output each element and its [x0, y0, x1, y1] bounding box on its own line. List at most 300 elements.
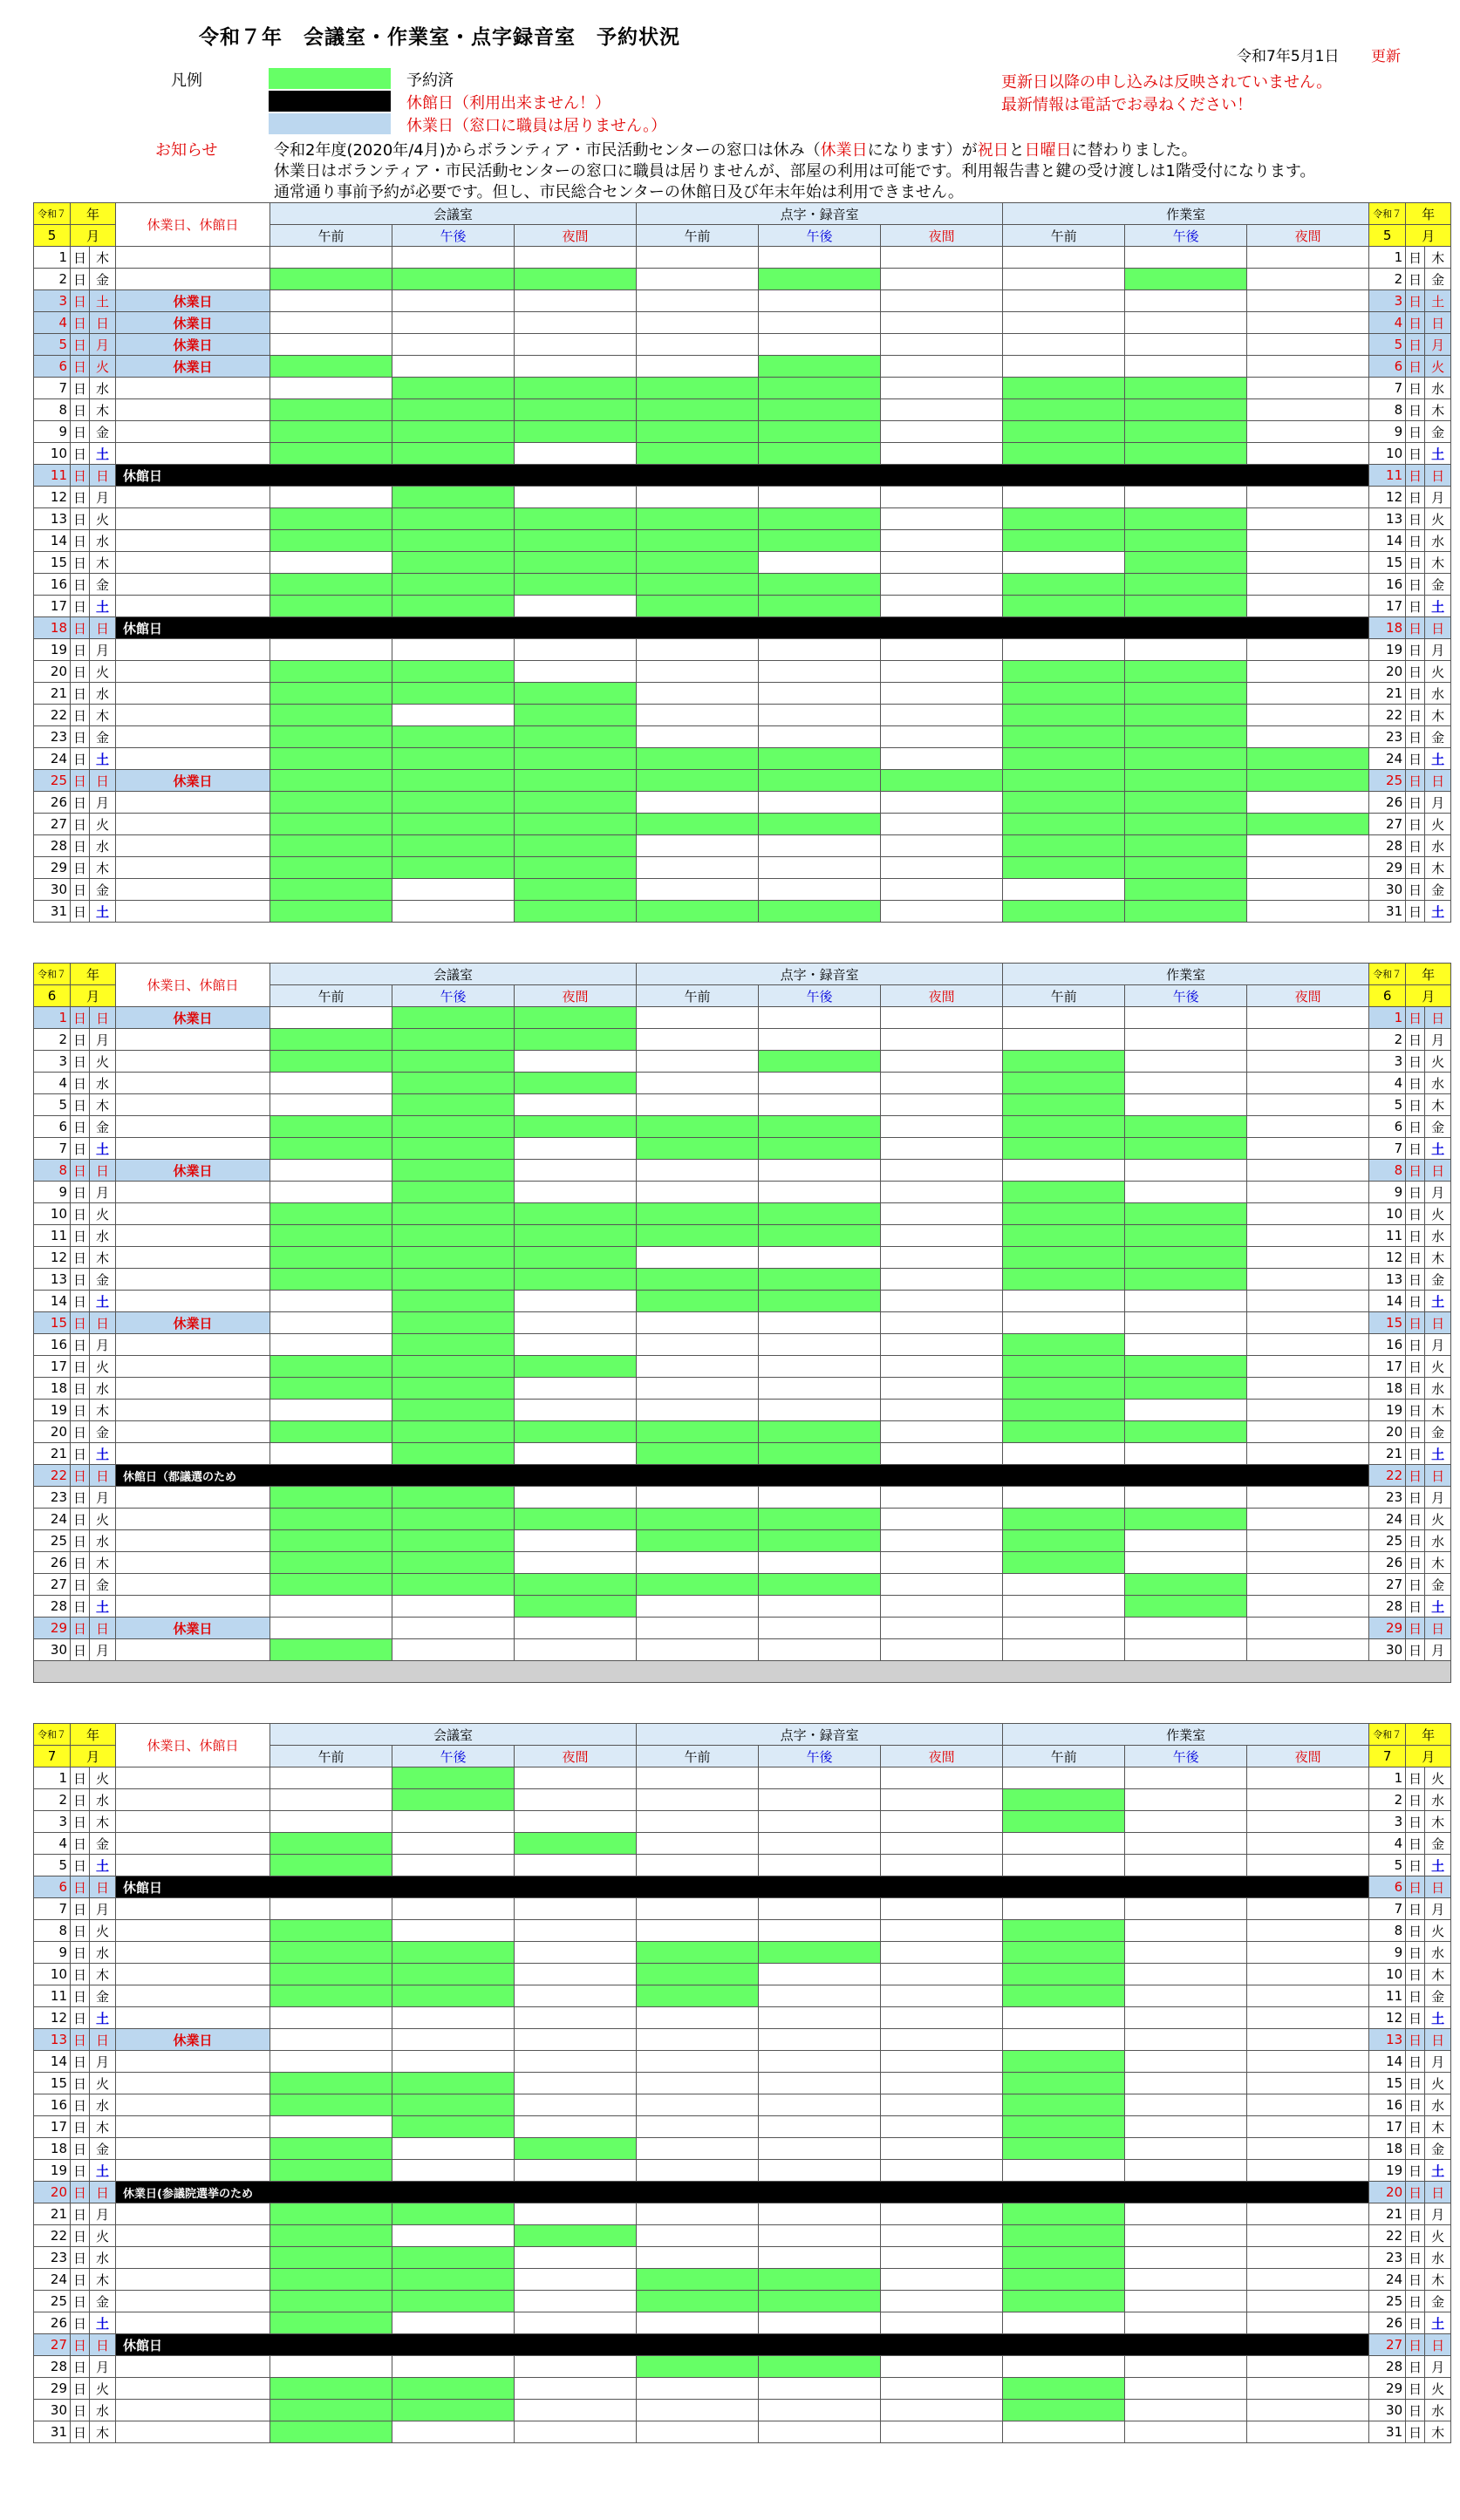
reserved-slot[interactable] [515, 705, 637, 726]
reserved-slot[interactable] [392, 1094, 515, 1116]
free-slot[interactable] [637, 835, 759, 857]
free-slot[interactable] [759, 1898, 881, 1920]
reserved-slot[interactable] [759, 356, 881, 378]
free-slot[interactable] [1125, 2378, 1247, 2400]
reserved-slot[interactable] [1003, 530, 1125, 552]
free-slot[interactable] [1247, 2094, 1369, 2116]
free-slot[interactable] [759, 2312, 881, 2334]
free-slot[interactable] [515, 356, 637, 378]
reserved-slot[interactable] [392, 1269, 515, 1291]
free-slot[interactable] [637, 1833, 759, 1855]
free-slot[interactable] [759, 2138, 881, 2160]
reserved-slot[interactable] [270, 1964, 392, 1985]
free-slot[interactable] [759, 2400, 881, 2421]
free-slot[interactable] [1247, 356, 1369, 378]
free-slot[interactable] [1247, 1767, 1369, 1789]
reserved-slot[interactable] [1125, 1596, 1247, 1618]
reserved-slot[interactable] [270, 2138, 392, 2160]
free-slot[interactable] [1247, 399, 1369, 421]
free-slot[interactable] [1247, 312, 1369, 334]
free-slot[interactable] [881, 901, 1003, 923]
free-slot[interactable] [1125, 2073, 1247, 2094]
reserved-slot[interactable] [759, 1509, 881, 1530]
free-slot[interactable] [637, 1855, 759, 1876]
free-slot[interactable] [1125, 2029, 1247, 2051]
reserved-slot[interactable] [270, 1639, 392, 1661]
reserved-slot[interactable] [881, 770, 1003, 792]
free-slot[interactable] [1125, 1855, 1247, 1876]
free-slot[interactable] [637, 2225, 759, 2247]
reserved-slot[interactable] [1003, 857, 1125, 879]
reserved-slot[interactable] [637, 530, 759, 552]
free-slot[interactable] [1247, 683, 1369, 705]
reserved-slot[interactable] [392, 2247, 515, 2269]
reserved-slot[interactable] [270, 2094, 392, 2116]
free-slot[interactable] [1247, 378, 1369, 399]
free-slot[interactable] [1003, 1291, 1125, 1312]
reserved-slot[interactable] [392, 596, 515, 617]
reserved-slot[interactable] [515, 1596, 637, 1618]
free-slot[interactable] [881, 1116, 1003, 1138]
free-slot[interactable] [637, 1312, 759, 1334]
free-slot[interactable] [270, 2051, 392, 2073]
free-slot[interactable] [759, 1182, 881, 1203]
free-slot[interactable] [637, 1029, 759, 1051]
reserved-slot[interactable] [759, 421, 881, 443]
free-slot[interactable] [1247, 530, 1369, 552]
free-slot[interactable] [1247, 1051, 1369, 1073]
free-slot[interactable] [1247, 1574, 1369, 1596]
free-slot[interactable] [759, 2378, 881, 2400]
free-slot[interactable] [392, 1618, 515, 1639]
reserved-slot[interactable] [1003, 2247, 1125, 2269]
reserved-slot[interactable] [1003, 1356, 1125, 1378]
reserved-slot[interactable] [759, 1269, 881, 1291]
reserved-slot[interactable] [392, 1247, 515, 1269]
free-slot[interactable] [759, 705, 881, 726]
free-slot[interactable] [881, 1291, 1003, 1312]
free-slot[interactable] [515, 1182, 637, 1203]
free-slot[interactable] [270, 1312, 392, 1334]
free-slot[interactable] [1003, 290, 1125, 312]
reserved-slot[interactable] [392, 1487, 515, 1509]
free-slot[interactable] [1247, 574, 1369, 596]
reserved-slot[interactable] [759, 1530, 881, 1552]
reserved-slot[interactable] [1003, 1225, 1125, 1247]
free-slot[interactable] [759, 835, 881, 857]
free-slot[interactable] [881, 2378, 1003, 2400]
free-slot[interactable] [515, 1767, 637, 1789]
reserved-slot[interactable] [515, 1203, 637, 1225]
free-slot[interactable] [881, 1029, 1003, 1051]
reserved-slot[interactable] [270, 399, 392, 421]
reserved-slot[interactable] [270, 1029, 392, 1051]
free-slot[interactable] [759, 1596, 881, 1618]
free-slot[interactable] [270, 1007, 392, 1029]
free-slot[interactable] [1247, 1421, 1369, 1443]
free-slot[interactable] [637, 2051, 759, 2073]
reserved-slot[interactable] [515, 1421, 637, 1443]
free-slot[interactable] [881, 334, 1003, 356]
reserved-slot[interactable] [392, 1182, 515, 1203]
free-slot[interactable] [1125, 334, 1247, 356]
reserved-slot[interactable] [1003, 1182, 1125, 1203]
reserved-slot[interactable] [515, 1225, 637, 1247]
free-slot[interactable] [881, 2421, 1003, 2443]
free-slot[interactable] [1003, 2029, 1125, 2051]
free-slot[interactable] [1125, 290, 1247, 312]
reserved-slot[interactable] [1003, 661, 1125, 683]
free-slot[interactable] [1125, 639, 1247, 661]
free-slot[interactable] [1003, 1767, 1125, 1789]
reserved-slot[interactable] [1125, 269, 1247, 290]
free-slot[interactable] [1003, 639, 1125, 661]
free-slot[interactable] [1247, 508, 1369, 530]
free-slot[interactable] [392, 1898, 515, 1920]
free-slot[interactable] [515, 2378, 637, 2400]
reserved-slot[interactable] [1003, 1400, 1125, 1421]
reserved-slot[interactable] [759, 748, 881, 770]
free-slot[interactable] [759, 2203, 881, 2225]
reserved-slot[interactable] [515, 2138, 637, 2160]
free-slot[interactable] [881, 552, 1003, 574]
free-slot[interactable] [637, 2094, 759, 2116]
reserved-slot[interactable] [270, 596, 392, 617]
reserved-slot[interactable] [392, 1964, 515, 1985]
free-slot[interactable] [515, 2291, 637, 2312]
reserved-slot[interactable] [392, 1203, 515, 1225]
free-slot[interactable] [881, 2291, 1003, 2312]
free-slot[interactable] [1125, 1400, 1247, 1421]
free-slot[interactable] [759, 1639, 881, 1661]
free-slot[interactable] [515, 2247, 637, 2269]
free-slot[interactable] [392, 2051, 515, 2073]
reserved-slot[interactable] [759, 2269, 881, 2291]
reserved-slot[interactable] [1003, 421, 1125, 443]
free-slot[interactable] [637, 1160, 759, 1182]
free-slot[interactable] [881, 1767, 1003, 1789]
free-slot[interactable] [1125, 1073, 1247, 1094]
free-slot[interactable] [515, 312, 637, 334]
free-slot[interactable] [1125, 1833, 1247, 1855]
free-slot[interactable] [515, 1985, 637, 2007]
reserved-slot[interactable] [759, 1051, 881, 1073]
free-slot[interactable] [1247, 1833, 1369, 1855]
free-slot[interactable] [637, 2203, 759, 2225]
free-slot[interactable] [515, 1552, 637, 1574]
free-slot[interactable] [881, 1552, 1003, 1574]
free-slot[interactable] [1125, 1029, 1247, 1051]
free-slot[interactable] [637, 247, 759, 269]
free-slot[interactable] [270, 1811, 392, 1833]
reserved-slot[interactable] [1003, 443, 1125, 465]
reserved-slot[interactable] [392, 748, 515, 770]
free-slot[interactable] [881, 1421, 1003, 1443]
reserved-slot[interactable] [270, 2160, 392, 2182]
free-slot[interactable] [515, 2073, 637, 2094]
reserved-slot[interactable] [1125, 1378, 1247, 1400]
free-slot[interactable] [1247, 1964, 1369, 1985]
reserved-slot[interactable] [1125, 574, 1247, 596]
reserved-slot[interactable] [392, 857, 515, 879]
free-slot[interactable] [392, 1639, 515, 1661]
free-slot[interactable] [1125, 2138, 1247, 2160]
reserved-slot[interactable] [759, 378, 881, 399]
reserved-slot[interactable] [1125, 770, 1247, 792]
reserved-slot[interactable] [392, 552, 515, 574]
reserved-slot[interactable] [515, 1356, 637, 1378]
reserved-slot[interactable] [392, 2269, 515, 2291]
reserved-slot[interactable] [759, 770, 881, 792]
free-slot[interactable] [637, 1789, 759, 1811]
reserved-slot[interactable] [1003, 2094, 1125, 2116]
free-slot[interactable] [1247, 1985, 1369, 2007]
free-slot[interactable] [881, 2400, 1003, 2421]
free-slot[interactable] [759, 290, 881, 312]
free-slot[interactable] [515, 1530, 637, 1552]
free-slot[interactable] [881, 835, 1003, 857]
reserved-slot[interactable] [392, 1574, 515, 1596]
free-slot[interactable] [759, 1094, 881, 1116]
reserved-slot[interactable] [515, 1833, 637, 1855]
free-slot[interactable] [515, 661, 637, 683]
free-slot[interactable] [637, 2007, 759, 2029]
reserved-slot[interactable] [1003, 2291, 1125, 2312]
reserved-slot[interactable] [392, 530, 515, 552]
free-slot[interactable] [1247, 1487, 1369, 1509]
free-slot[interactable] [881, 1509, 1003, 1530]
free-slot[interactable] [1247, 596, 1369, 617]
free-slot[interactable] [881, 487, 1003, 508]
reserved-slot[interactable] [515, 1247, 637, 1269]
free-slot[interactable] [759, 2029, 881, 2051]
free-slot[interactable] [392, 2029, 515, 2051]
reserved-slot[interactable] [515, 879, 637, 901]
reserved-slot[interactable] [1003, 683, 1125, 705]
reserved-slot[interactable] [392, 2203, 515, 2225]
free-slot[interactable] [759, 639, 881, 661]
reserved-slot[interactable] [392, 508, 515, 530]
reserved-slot[interactable] [759, 269, 881, 290]
free-slot[interactable] [270, 1334, 392, 1356]
reserved-slot[interactable] [1125, 421, 1247, 443]
reserved-slot[interactable] [1003, 1073, 1125, 1094]
reserved-slot[interactable] [759, 574, 881, 596]
free-slot[interactable] [637, 1378, 759, 1400]
reserved-slot[interactable] [1003, 1421, 1125, 1443]
free-slot[interactable] [881, 1618, 1003, 1639]
free-slot[interactable] [1003, 1443, 1125, 1465]
reserved-slot[interactable] [392, 1400, 515, 1421]
reserved-slot[interactable] [392, 1334, 515, 1356]
free-slot[interactable] [881, 1898, 1003, 1920]
reserved-slot[interactable] [392, 683, 515, 705]
reserved-slot[interactable] [1003, 1985, 1125, 2007]
reserved-slot[interactable] [1003, 1094, 1125, 1116]
free-slot[interactable] [1125, 1487, 1247, 1509]
free-slot[interactable] [881, 1225, 1003, 1247]
free-slot[interactable] [515, 1094, 637, 1116]
free-slot[interactable] [1247, 2269, 1369, 2291]
free-slot[interactable] [1003, 2312, 1125, 2334]
free-slot[interactable] [1247, 421, 1369, 443]
free-slot[interactable] [270, 1767, 392, 1789]
reserved-slot[interactable] [1003, 814, 1125, 835]
reserved-slot[interactable] [1125, 705, 1247, 726]
free-slot[interactable] [759, 1964, 881, 1985]
free-slot[interactable] [759, 661, 881, 683]
reserved-slot[interactable] [1003, 2400, 1125, 2421]
free-slot[interactable] [881, 1443, 1003, 1465]
reserved-slot[interactable] [392, 2291, 515, 2312]
free-slot[interactable] [759, 1767, 881, 1789]
reserved-slot[interactable] [515, 748, 637, 770]
free-slot[interactable] [515, 1400, 637, 1421]
reserved-slot[interactable] [392, 1291, 515, 1312]
free-slot[interactable] [1003, 1487, 1125, 1509]
free-slot[interactable] [1125, 1443, 1247, 1465]
free-slot[interactable] [637, 1767, 759, 1789]
free-slot[interactable] [270, 487, 392, 508]
reserved-slot[interactable] [270, 814, 392, 835]
reserved-slot[interactable] [270, 1138, 392, 1160]
reserved-slot[interactable] [1125, 1138, 1247, 1160]
reserved-slot[interactable] [1125, 378, 1247, 399]
free-slot[interactable] [1247, 1247, 1369, 1269]
free-slot[interactable] [637, 1051, 759, 1073]
free-slot[interactable] [1247, 835, 1369, 857]
reserved-slot[interactable] [392, 1225, 515, 1247]
free-slot[interactable] [881, 2356, 1003, 2378]
free-slot[interactable] [881, 1530, 1003, 1552]
reserved-slot[interactable] [759, 1421, 881, 1443]
free-slot[interactable] [392, 2225, 515, 2247]
free-slot[interactable] [270, 1443, 392, 1465]
free-slot[interactable] [1125, 2160, 1247, 2182]
reserved-slot[interactable] [759, 1116, 881, 1138]
reserved-slot[interactable] [515, 901, 637, 923]
free-slot[interactable] [637, 2378, 759, 2400]
free-slot[interactable] [881, 1964, 1003, 1985]
reserved-slot[interactable] [1125, 683, 1247, 705]
free-slot[interactable] [637, 1334, 759, 1356]
free-slot[interactable] [1125, 1007, 1247, 1029]
reserved-slot[interactable] [270, 530, 392, 552]
reserved-slot[interactable] [515, 1029, 637, 1051]
free-slot[interactable] [637, 1356, 759, 1378]
free-slot[interactable] [759, 1073, 881, 1094]
reserved-slot[interactable] [637, 1443, 759, 1465]
free-slot[interactable] [270, 1618, 392, 1639]
free-slot[interactable] [515, 1639, 637, 1661]
free-slot[interactable] [515, 443, 637, 465]
free-slot[interactable] [1125, 1618, 1247, 1639]
free-slot[interactable] [515, 290, 637, 312]
free-slot[interactable] [392, 2007, 515, 2029]
reserved-slot[interactable] [270, 1378, 392, 1400]
free-slot[interactable] [637, 1400, 759, 1421]
free-slot[interactable] [1003, 1160, 1125, 1182]
reserved-slot[interactable] [270, 1509, 392, 1530]
free-slot[interactable] [1003, 1574, 1125, 1596]
free-slot[interactable] [270, 1073, 392, 1094]
free-slot[interactable] [515, 2203, 637, 2225]
free-slot[interactable] [759, 857, 881, 879]
free-slot[interactable] [881, 530, 1003, 552]
free-slot[interactable] [881, 1574, 1003, 1596]
free-slot[interactable] [637, 2116, 759, 2138]
free-slot[interactable] [1247, 2247, 1369, 2269]
free-slot[interactable] [637, 290, 759, 312]
free-slot[interactable] [1125, 312, 1247, 334]
reserved-slot[interactable] [1003, 792, 1125, 814]
reserved-slot[interactable] [270, 443, 392, 465]
free-slot[interactable] [881, 1094, 1003, 1116]
reserved-slot[interactable] [1003, 1552, 1125, 1574]
reserved-slot[interactable] [392, 1789, 515, 1811]
free-slot[interactable] [881, 705, 1003, 726]
free-slot[interactable] [881, 247, 1003, 269]
free-slot[interactable] [1247, 1182, 1369, 1203]
free-slot[interactable] [270, 1898, 392, 1920]
reserved-slot[interactable] [515, 269, 637, 290]
reserved-slot[interactable] [1003, 1530, 1125, 1552]
reserved-slot[interactable] [392, 1073, 515, 1094]
reserved-slot[interactable] [515, 2225, 637, 2247]
free-slot[interactable] [392, 312, 515, 334]
reserved-slot[interactable] [1247, 770, 1369, 792]
free-slot[interactable] [637, 2400, 759, 2421]
reserved-slot[interactable] [270, 726, 392, 748]
free-slot[interactable] [1125, 1552, 1247, 1574]
free-slot[interactable] [759, 1789, 881, 1811]
free-slot[interactable] [637, 857, 759, 879]
free-slot[interactable] [759, 1833, 881, 1855]
reserved-slot[interactable] [1125, 443, 1247, 465]
free-slot[interactable] [1003, 1898, 1125, 1920]
free-slot[interactable] [1247, 1007, 1369, 1029]
free-slot[interactable] [1125, 1291, 1247, 1312]
reserved-slot[interactable] [515, 378, 637, 399]
reserved-slot[interactable] [515, 421, 637, 443]
free-slot[interactable] [270, 1596, 392, 1618]
reserved-slot[interactable] [392, 1378, 515, 1400]
free-slot[interactable] [1247, 1509, 1369, 1530]
free-slot[interactable] [1125, 2291, 1247, 2312]
reserved-slot[interactable] [392, 770, 515, 792]
free-slot[interactable] [515, 487, 637, 508]
reserved-slot[interactable] [637, 2356, 759, 2378]
free-slot[interactable] [270, 552, 392, 574]
reserved-slot[interactable] [392, 269, 515, 290]
reserved-slot[interactable] [1247, 748, 1369, 770]
reserved-slot[interactable] [270, 1920, 392, 1942]
reserved-slot[interactable] [1003, 2116, 1125, 2138]
free-slot[interactable] [1003, 247, 1125, 269]
free-slot[interactable] [881, 726, 1003, 748]
free-slot[interactable] [270, 1789, 392, 1811]
free-slot[interactable] [515, 2094, 637, 2116]
free-slot[interactable] [759, 2247, 881, 2269]
free-slot[interactable] [270, 2116, 392, 2138]
reserved-slot[interactable] [759, 1942, 881, 1964]
free-slot[interactable] [1247, 2160, 1369, 2182]
free-slot[interactable] [1003, 269, 1125, 290]
free-slot[interactable] [1247, 1443, 1369, 1465]
free-slot[interactable] [881, 2073, 1003, 2094]
reserved-slot[interactable] [392, 1509, 515, 1530]
reserved-slot[interactable] [270, 2203, 392, 2225]
